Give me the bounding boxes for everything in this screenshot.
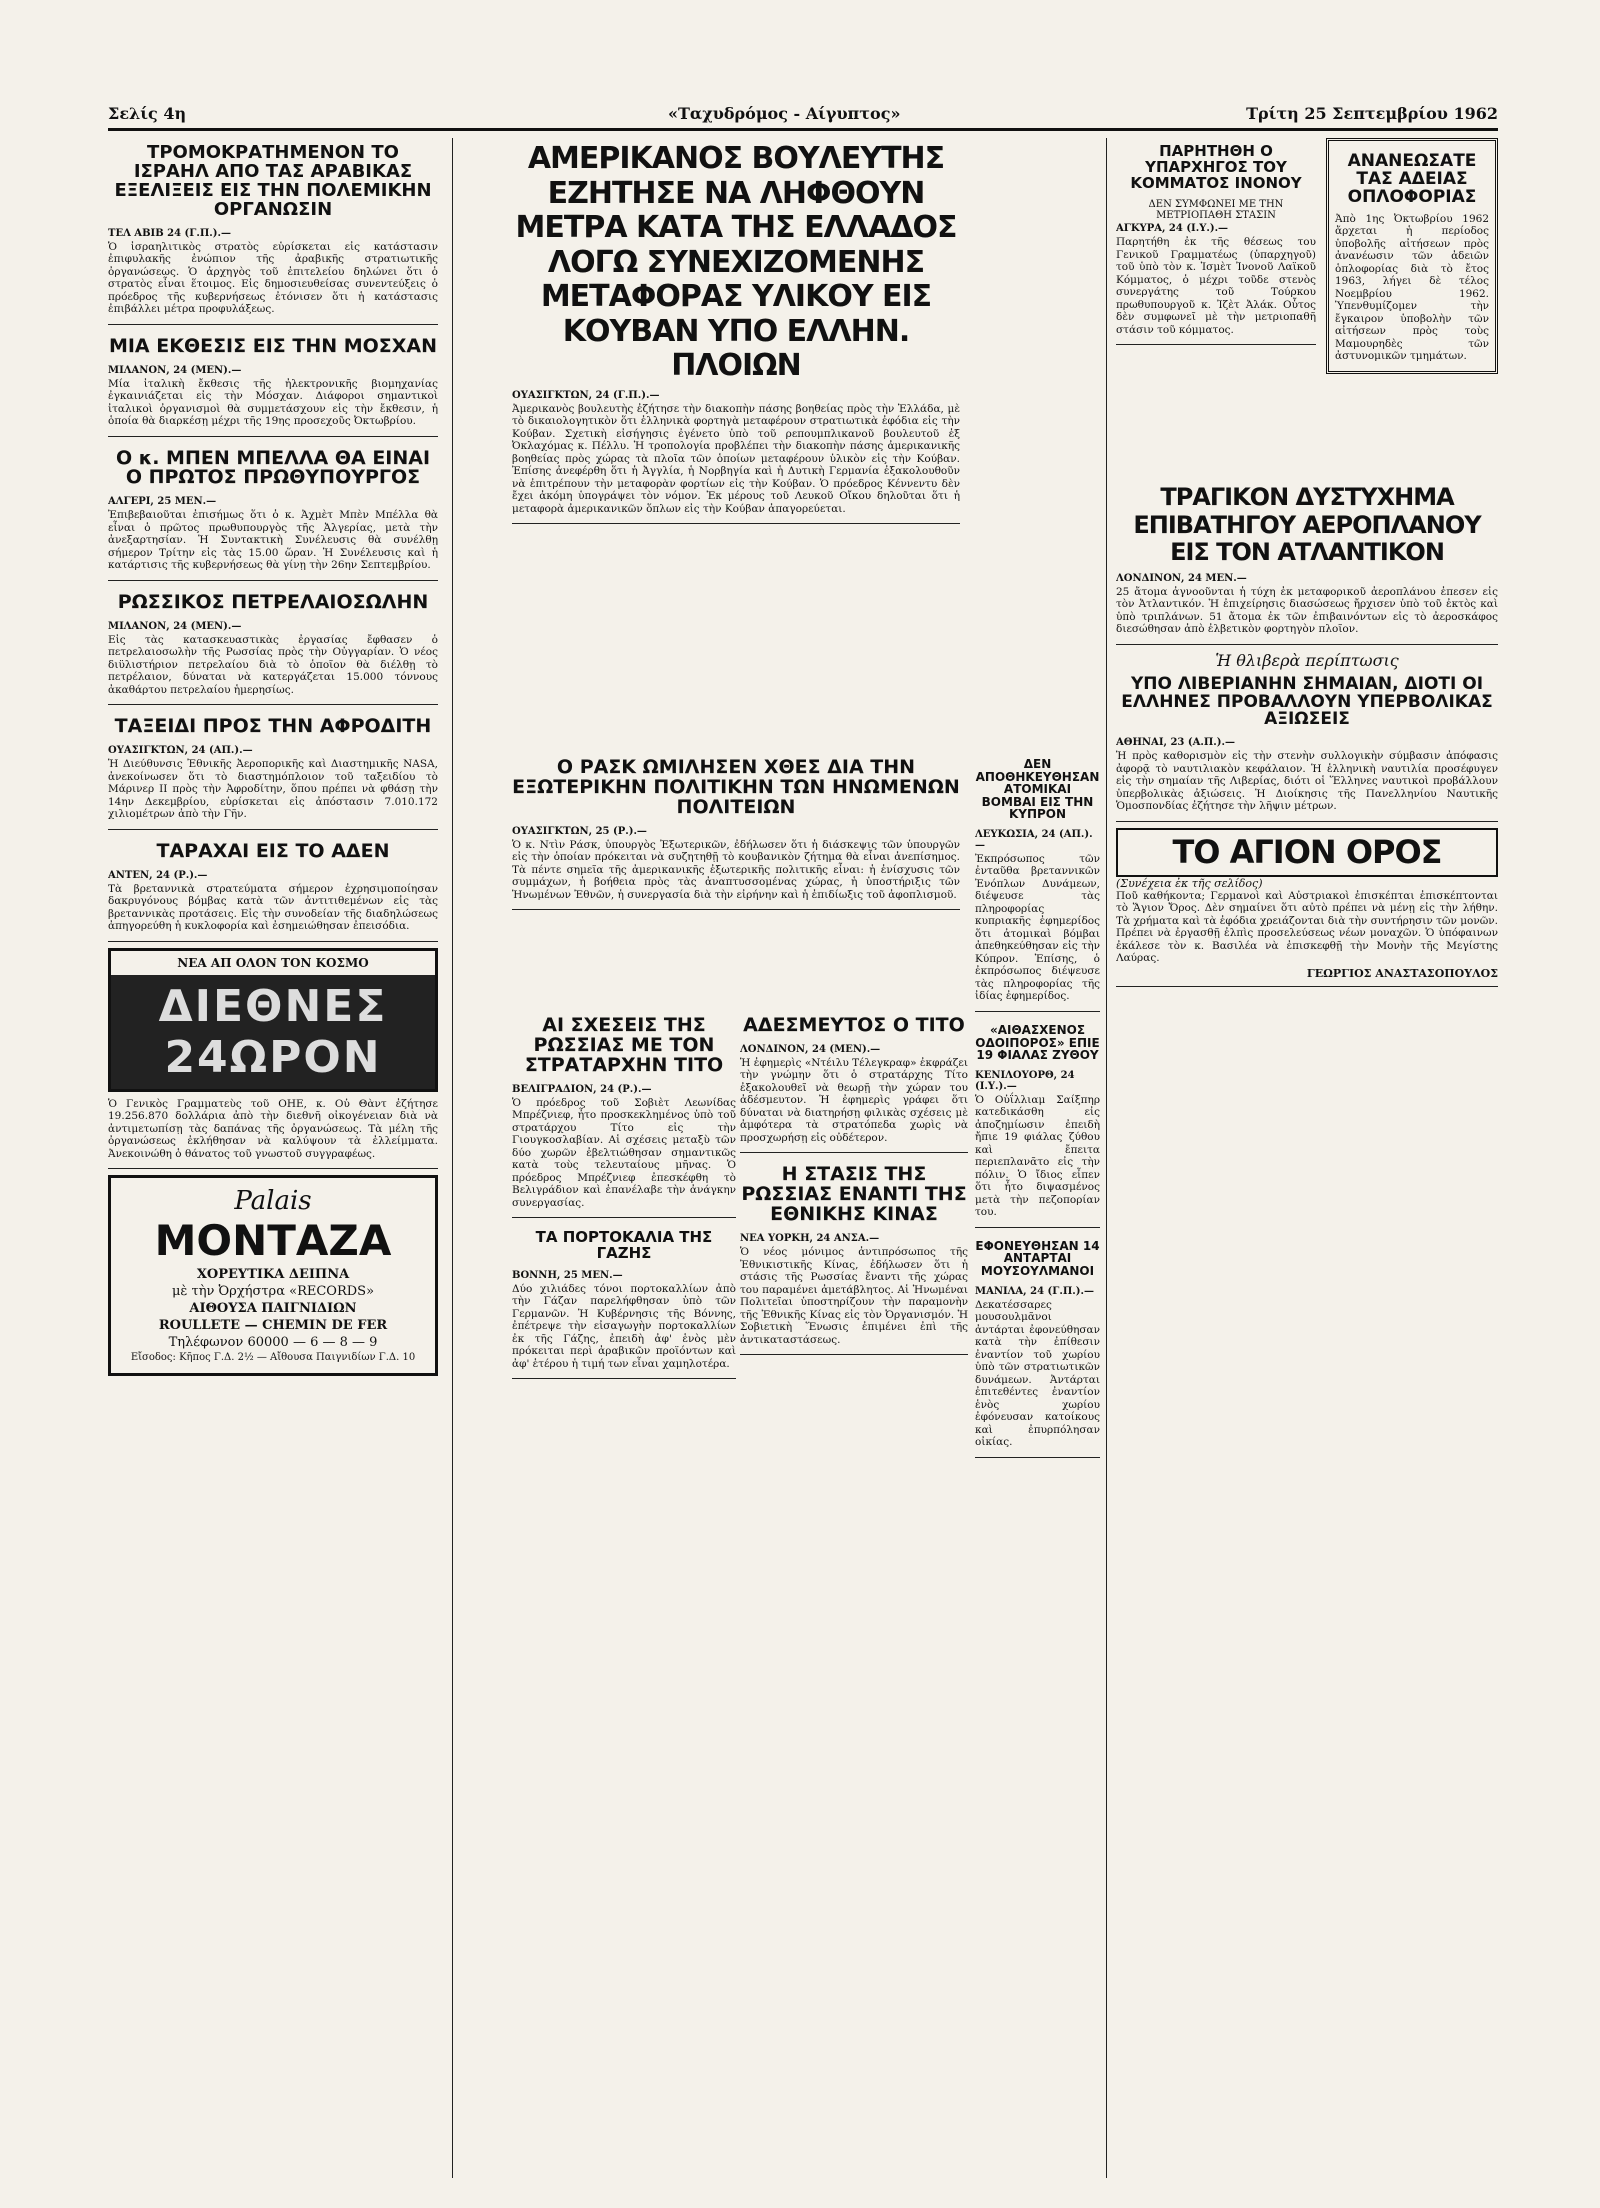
column-right-narrow [975, 752, 1100, 1464]
ad-line: ΧΟΡΕΥΤΙΚΑ ΔΕΙΠΝΑ [196, 1267, 350, 1283]
article-body: Δύο χιλιάδες τόνοι πορτοκαλλίων ἀπὸ τὴν Γάζαν παρελήφθησαν ὑπὸ τῶν Γερμανῶν. Ἡ Κυβέρνησις τῆς Βόννης, ἐπέτρεψε τὴν εἰσαγωγὴν πορτοκαλλίων ἐκ τῆς Γάζης, ἐπειδὴ ἀφ' ἑνὸς μὲν πρόκειται περὶ ἀραβικῶν προϊόντων καὶ ἀφ' ἑτέρου ἡ τιμή των εἶναι χαμηλοτέρα. [512, 1282, 736, 1370]
dateline: ΑΘΗΝΑΙ, 23 (Α.Π.).— [1116, 737, 1235, 749]
article-manila [975, 1234, 1100, 1458]
ad-line: ROULLETE — CHEMIN DE FER [158, 1318, 388, 1334]
headline: ΤΡΑΓΙΚΟΝ ΔΥΣΤΥΧΗΜΑ ΕΠΙΒΑΤΗΓΟΥ ΑΕΡΟΠΛΑΝΟΥ ΕΙΣ ΤΟΝ ΑΤΛΑΝΤΙΚΟΝ [1133, 483, 1481, 567]
headline: ΤΑΞΕΙΔΙ ΠΡΟΣ ΤΗΝ ΑΦΡΟΔΙΤΗ [114, 715, 432, 738]
article-us-congressman [512, 138, 960, 524]
headline: ΡΩΣΣΙΚΟΣ ΠΕΤΡΕΛΑΙΟΣΩΛΗΝ [117, 590, 429, 613]
column-center-a [512, 1010, 736, 1385]
article-rusk [512, 752, 960, 910]
ad-phone: Τηλέφωνον 60000 — 6 — 8 — 9 [168, 1335, 378, 1351]
headline: ΜΙΑ ΕΚΘΕΣΙΣ ΕΙΣ ΤΗΝ ΜΟΣΧΑΝ [108, 334, 438, 357]
signature: ΓΕΩΡΓΙΟΣ ΑΝΑΣΤΑΣΟΠΟΥΛΟΣ [1306, 966, 1498, 980]
ad-script-word: Palais [234, 1186, 312, 1217]
article-body: Ἐκπρόσωπος τῶν ἐνταῦθα βρεταννικῶν Ἐνόπλων Δυνάμεων, διέψευσε τὰς πληροφορίας κυπριακῆς ἐφημερίδος ὅτι ἀτομικαὶ βόμβαι ἀπεθηκεύθησαν εἰς τὴν Κύπρον. Ἐπίσης, ὁ ἐκπρόσωπος διέψευσε τὰς πληροφορίας τῆς ἰδίας ἐφημερίδος. [975, 852, 1100, 1003]
column-center-b [740, 1010, 968, 1361]
article-body: Ὁ ἰσραηλιτικὸς στρατὸς εὑρίσκεται εἰς κατάστασιν ἐπιφυλακῆς ἐνώπιον τῆς ἀραβικῆς στρατιωτικῆς ὀργανώσεως. Ὁ ἀρχηγὸς τοῦ ἐπιτελείου δηλώνει ὅτι ὁ στρατὸς εἶναι ἕτοιμος. Εἰς δημοσιευθείσας συνεντεύξεις ὁ πρόεδρος τῆς κυβερνήσεως ἐτόνισεν ὅτι ἡ κατάστασις ἐπιβάλλει μέτρα προφυλάξεως. [108, 240, 438, 316]
article-russia-china [740, 1159, 968, 1355]
column-right-a [1116, 138, 1316, 351]
article-russia-tito [512, 1010, 736, 1218]
ad-line: ΑΙΘΟΥΣΑ ΠΑΙΓΝΙΔΙΩΝ [189, 1301, 357, 1317]
article-body: Ἡ Διεύθυνσις Ἐθνικῆς Ἀεροπορικῆς καὶ Διαστημικῆς NASA, ἀνεκοίνωσεν ὅτι τὸ διαστημόπλοιον τοῦ ταξειδίου τὸ Μάρινερ II πρὸς τὴν Ἀφροδίτην, ὅπου πρέπει νὰ φθάσῃ τὴν 14ην Δεκεμβρίου, εὑρίσκεται εἰς ἀπόστασιν 7.010.172 χιλιομέτρων ἀπὸ τὴν Γῆν. [108, 758, 438, 821]
dateline: ΛΟΝΔΙΝΟΝ, 24 ΜΕΝ.— [1116, 572, 1247, 584]
dateline: ΜΙΛΑΝΟΝ, 24 (ΜΕΝ).— [108, 364, 242, 376]
headline: Ο κ. ΜΠΕΝ ΜΠΕΛΛΑ ΘΑ ΕΙΝΑΙ Ο ΠΡΩΤΟΣ ΠΡΩΘΥΠΟΥΡΓΟΣ [115, 446, 431, 489]
article-aden [108, 836, 438, 942]
subheadline: ΔΕΝ ΣΥΜΦΩΝΕΙ ΜΕ ΤΗΝ ΜΕΤΡΙΟΠΑΘΗ ΣΤΑΣΙΝ [1148, 199, 1284, 222]
headline: ΥΠΟ ΛΙΒΕΡΙΑΝΗΝ ΣΗΜΑΙΑΝ, ΔΙΟΤΙ ΟΙ ΕΛΛΗΝΕΣ ΠΡΟΒΑΛΛΟΥΝ ΥΠΕΡΒΟΛΙΚΑΣ ΑΞΙΩΣΕΙΣ [1121, 673, 1493, 730]
article-body: Ποῦ καθήκοντα; Γερμανοὶ καὶ Αὐστριακοὶ ἐπισκέπται ἐπισκέπτονται τὸ Ἅγιον Ὄρος. Δὲν σημαίνει ὅτι αὐτὸ πρέπει νὰ μένῃ εἰς τὴν λήθην. Τὰ χρήματα καὶ τὰ ἐφόδια χρειάζονται διὰ τὴν συντήρησιν τῶν μονῶν. Πρέπει νὰ ἐργασθῇ ἐλπὶς προσελεύσεως νέων μοναχῶν. Ὁ ὑπόφαινων ἐκάλεσε τὸν κ. Βασιλέα νὰ ἐπισκεφθῇ τὴν Μονὴν τῆς Μεγίστης Λαύρας. [1116, 889, 1498, 965]
ad-line: Εἴσοδος: Κῆπος Γ.Δ. 2½ — Αἴθουσα Παιγνιδίων Γ.Δ. 10 [130, 1352, 416, 1364]
dateline: ΑΛΓΕΡΙ, 25 ΜΕΝ.— [108, 496, 217, 508]
article-body: Παρητήθη ἐκ τῆς θέσεως του Γενικοῦ Γραμματέως (ὑπαρχηγοῦ) τοῦ ὑπὸ τὸν κ. Ἰσμὲτ Ἰνονοῦ Λαϊκοῦ Κόμματος, ὁ μέχρι τοῦδε στενὸς συνεργάτης τοῦ Τούρκου πρωθυπουργοῦ κ. Ἰζὲτ Ἀλάκ. Οὗτος δὲν συμφωνεῖ μὲ τὴν μετριοπαθῆ στάσιν τοῦ κόμματος. [1116, 236, 1316, 336]
column-center [512, 138, 960, 738]
column-right-wide [1116, 480, 1498, 993]
article-body: Ὁ πρόεδρος τοῦ Σοβιὲτ Λεωνίδας Μπρέζνιεφ, ἦτο προσκεκλημένος ὑπὸ τοῦ στρατάρχου Τίτο εἰς τὴν Γιουγκοσλαβίαν. Αἱ σχέσεις μεταξὺ τῶν δύο χωρῶν ἐβελτιώθησαν σημαντικῶς κατὰ τοὺς τελευταίους μῆνας. Ὁ πρόεδρος Μπρέζνιεφ ἐπεσκέφθη τὸ Βελιγράδιον καὶ ἐπανέλαβε τὴν ἀνάγκην συνεργασίας. [512, 1096, 736, 1209]
kicker: (Συνέχεια ἐκ τῆς σελίδος) [1116, 876, 1263, 890]
dateline: ΟΥΑΣΙΓΚΤΩΝ, 24 (ΑΠ.).— [108, 745, 253, 757]
article-venus [108, 711, 438, 829]
article-body: Ὁ κ. Ντὶν Ράσκ, ὑπουργὸς Ἐξωτερικῶν, ἐδήλωσεν ὅτι ἡ διάσκεψις τῶν ὑπουργῶν εἰς τὴν ὁποίαν πρόκειται νὰ συζητηθῇ τὸ κουβανικὸν ζήτημα θὰ εἶναι ἀνεπίσημος. Τὰ πέντε σημεῖα τῆς ἀμερικανικῆς ἐξωτερικῆς πολιτικῆς εἶναι: ἡ ἐνίσχυσις τῶν συμμάχων, ἡ βοήθεια πρὸς τὰς ἀναπτυσσομένας χώρας, ἡ ὑποστήριξις τῶν Ἡνωμένων Ἐθνῶν, ἡ συνεργασία διὰ τὴν εἰρήνην καὶ ἡ ἐπιδίωξις τοῦ ἀφοπλισμοῦ. [512, 838, 960, 901]
ad-kicker: ΝΕΑ ΑΠ ΟΛΟΝ ΤΟΝ ΚΟΣΜΟ [177, 955, 369, 970]
headline: ΔΕΝ ΑΠΟΘΗΚΕΥΘΗΣΑΝ ΑΤΟΜΙΚΑΙ ΒΟΜΒΑΙ ΕΙΣ ΤΗΝ ΚΥΠΡΟΝ [975, 757, 1100, 822]
dateline: ΜΑΝΙΛΑ, 24 (Γ.Π.).— [975, 1285, 1094, 1297]
article-israel [108, 138, 438, 325]
article-beer [975, 1018, 1100, 1228]
article-moscow-exhibit [108, 331, 438, 437]
article-body: 25 ἄτομα ἀγνοοῦνται ἡ τύχη ἐκ μεταφορικοῦ ἀεροπλάνου ἐπεσεν εἰς τὸν Ἀτλαντικόν. Ἡ ἐπιχείρησις διασώσεως ἤρχισεν ὑπὸ τοῦ ἐκτὸς καὶ ὑπὸ τριπλάνων. 51 ἄτομα ἐκ τῶν ἐπιβαινόντων εἰς τὸ ἀεροσκάφος διεσώθησαν ἀπὸ ἐλβετικὸν φορτηγὸν πλοῖον. [1116, 585, 1498, 636]
headline: ΑΝΑΝΕΩΣΑΤΕ ΤΑΣ ΑΔΕΙΑΣ ΟΠΛΟΦΟΡΙΑΣ [1347, 151, 1477, 207]
article-tito-nonaligned [740, 1010, 968, 1153]
article-body: Ἡ πρὸς καθορισμὸν εἰς τὴν στενὴν συλλογικὴν σύμβασιν ἀπόφασις ἀφορᾷ τὸ ναυτιλιακὸν κεφάλαιον. Ἡ ἑλληνικὴ ναυτιλία προσέφυγεν εἰς τὴν σημαίαν τῆς Λιβερίας, διότι οἱ Ἕλληνες ναυτικοὶ προβάλλουν ὑπερβολικὰς ἀξιώσεις. Ἡ Διοίκησις τῆς Πανελληνίου Ναυτικῆς Ὁμοσπονδίας ἐζήτησε τὴν λῆψιν μέτρων. [1116, 750, 1498, 813]
ad-brand: ΜΟΝΤΑΖΑ [154, 1216, 392, 1266]
article-body: Ὁ Οὐΐλλιαμ Σαίξπηρ κατεδικάσθη εἰς ἀποζημίωσιν ἐπειδὴ ἤπιε 19 φιάλας ζύθου καὶ ἔπειτα περιεπλανᾶτο εἰς τὴν πόλιν. Ὁ ἴδιος εἶπεν ὅτι ἦτο διψασμένος μετὰ τὴν πεζοπορίαν του. [975, 1093, 1100, 1219]
headline: Ο ΡΑΣΚ ΩΜΙΛΗΣΕΝ ΧΘΕΣ ΔΙΑ ΤΗΝ ΕΞΩΤΕΡΙΚΗΝ ΠΟΛΙΤΙΚΗΝ ΤΩΝ ΗΝΩΜΕΝΩΝ ΠΟΛΙΤΕΙΩΝ [512, 756, 960, 818]
headline: ΑΔΕΣΜΕΥΤΟΣ Ο ΤΙΤΟ [743, 1014, 965, 1036]
column-right-b [1326, 138, 1498, 374]
dateline: ΟΥΑΣΙΓΚΤΩΝ, 25 (Ρ.).— [512, 825, 647, 837]
issue-date: Τρίτη 25 Σεπτεμβρίου 1962 [1246, 104, 1498, 123]
headline: ΤΑΡΑΧΑΙ ΕΙΣ ΤΟ ΑΔΕΝ [156, 839, 390, 862]
column-rule [1106, 138, 1107, 2178]
newspaper-name: «Ταχυδρόμος - Αίγυπτος» [668, 104, 901, 123]
ad-title: ΔΙΕΘΝΕΣ 24ΩΡΟΝ [111, 975, 435, 1089]
headline: Η ΣΤΑΣΙΣ ΤΗΣ ΡΩΣΣΙΑΣ ΕΝΑΝΤΙ ΤΗΣ ΕΘΝΙΚΗΣ ΚΙΝΑΣ [741, 1163, 967, 1226]
column-left [108, 138, 438, 1382]
headline: ΤΡΟΜΟΚΡΑΤΗΜΕΝΟΝ ΤΟ ΙΣΡΑΗΛ ΑΠΟ ΤΑΣ ΑΡΑΒΙΚΑΣ ΕΞΕΛΙΞΕΙΣ ΕΙΣ ΤΗΝ ΠΟΛΕΜΙΚΗΝ ΟΡΓΑΝΩΣΙΝ [114, 142, 432, 220]
article-plane-crash [1116, 480, 1498, 645]
dateline: ΒΟΝΝΗ, 25 ΜΕΝ.— [512, 1269, 623, 1281]
ad-international-24h [108, 948, 438, 1092]
dateline: ΛΕΥΚΩΣΙΑ, 24 (ΑΠ.).— [975, 828, 1093, 851]
headline: ΕΦΟΝΕΥΘΗΣΑΝ 14 ΑΝΤΑΡΤΑΙ ΜΟΥΣΟΥΛΜΑΝΟΙ [975, 1238, 1100, 1278]
headline: ΤΑ ΠΟΡΤΟΚΑΛΙΑ ΤΗΣ ΓΑΖΗΣ [535, 1228, 713, 1263]
dateline: ΚΕΝΙΛΟΥΟΡΘ, 24 (Ι.Υ.).— [975, 1069, 1075, 1092]
article-body: Εἰς τὰς κατασκευαστικὰς ἐργασίας ἔφθασεν ὁ πετρελαιοσωλὴν τῆς Ρωσσίας πρὸς τὴν Οὐγγαρίαν. Ὁ νέος διϋλιστήριον πετρελαίου διὰ τὸ ὁποῖον θὰ διέλθῃ τὸ πετρέλαιον, δύναται νὰ κατεργάζεται 15.000 τόννους ἀκαθάρτου πετρελαίου ἡμερησίως. [108, 633, 438, 696]
headline: «ΑΙΘΑΣΧΕΝΟΣ ΟΔΟΙΠΟΡΟΣ» ΕΠΙΕ 19 ΦΙΑΛΑΣ ΖΥΘΟΥ [975, 1022, 1100, 1063]
article-body: Μία ἰταλικὴ ἔκθεσις τῆς ἠλεκτρονικῆς βιομηχανίας ἐγκαινιάζεται εἰς τὴν Μόσχαν. Διάφοροι σημαντικοὶ ἰταλικοὶ ὀργανισμοὶ θὰ συμμετάσχουν εἰς τὴν ἔκθεσιν, ἡ ὁποία θὰ διαρκέσῃ μέχρι τῆς 19ης προσεχοῦς Ὀκτωβρίου. [108, 377, 438, 427]
dateline: ΜΙΛΑΝΟΝ, 24 (ΜΕΝ).— [108, 620, 242, 632]
dateline: ΑΝΤΕΝ, 24 (Ρ.).— [108, 869, 208, 881]
article-body: Ὁ νέος μόνιμος ἀντιπρόσωπος τῆς Ἐθνικιστικῆς Κίνας, ἐδήλωσεν ὅτι ἡ στάσις τῆς Ρωσσίας ἔναντι τῆς χώρας του παραμένει ἀμετάβλητος. Αἱ Ἡνωμέναι Πολιτεῖαι ὑποστηρίζουν τὴν παραμονὴν τῆς Ἐθνικῆς Κίνας εἰς τὸν Ὀργανισμόν. Ἡ Σοβιετικὴ Ἕνωσις ἐπιμένει ἐπὶ τῆς ἀντικαταστάσεως. [740, 1246, 968, 1346]
article-body: Ὁ Γενικὸς Γραμματεὺς τοῦ ΟΗΕ, κ. Οὐ Θὰντ ἐζήτησε 19.256.870 δολλάρια ἀπὸ τὴν διεθνῆ οἰκογένειαν διὰ νὰ ἀντιμετωπίσῃ τὰς δαπάνας τῆς ὀργανώσεως. Τὰ μέλη τῆς ὀργανώσεως ἐκλήθησαν νὰ καλύψουν τὰ ἐλλείμματα. Ἀνεκοινώθη ὁ θάνατος τοῦ γνωστοῦ συγγραφέως. [108, 1097, 438, 1160]
article-body: Ἡ ἐφημερὶς «Ντέιλυ Τέλεγκραφ» ἐκφράζει τὴν γνώμην ὅτι ὁ στρατάρχης Τίτο ἐξακολουθεῖ νὰ θεωρῇ τὴν χώραν του ἀδέσμευτον. Ἡ ἐφημερὶς γράφει ὅτι δύναται νὰ διατηρήσῃ φιλικὰς σχέσεις μὲ ἀμφότερα τὰ στρατόπεδα χωρὶς νὰ προσχωρήσῃ εἰς οὐδέτερον. [740, 1056, 968, 1144]
headline: ΤΟ ΑΓΙΟΝ ΟΡΟΣ [1116, 828, 1498, 877]
ad-line: μὲ τὴν Ὀρχήστρα «RECORDS» [171, 1284, 375, 1300]
article-body: Ἐπιβεβαιοῦται ἐπισήμως ὅτι ὁ κ. Ἀχμὲτ Μπὲν Μπέλλα θὰ εἶναι ὁ πρῶτος πρωθυπουργὸς τῆς Ἀλγερίας, μετὰ τὴν ἀνεξαρτησίαν. Ἡ Συντακτικὴ Συνέλευσις θὰ συνέλθῃ σήμερον Τρίτην εἰς τὰς 15.00 ὥραν. Ἡ Συνέλευσις καὶ ἡ κατάρτισις τῆς κυβερνήσεως θὰ γίνῃ τὴν 26ην Σεπτεμβρίου. [108, 509, 438, 572]
article-gaza-oranges [512, 1224, 736, 1379]
column-center-lower [512, 752, 960, 916]
dateline: ΤΕΛ ΑΒΙΒ 24 (Γ.Π.).— [108, 227, 231, 239]
dateline: ΛΟΝΔΙΝΟΝ, 24 (ΜΕΝ).— [740, 1043, 881, 1055]
notice-body: Ἀπὸ 1ης Ὀκτωβρίου 1962 ἄρχεται ἡ περίοδος ὑποβολῆς αἰτήσεων πρὸς ἀνανέωσιν τῶν ἀδειῶν ὁπλοφορίας διὰ τὸ ἔτος 1963, λήγει δὲ τέλος Νοεμβρίου 1962. Ὑπενθυμίζομεν τὴν ἔγκαιρον ὑποβολὴν τῶν αἰτήσεων πρὸς τοὺς Μαμουρηδὲς τῶν ἀστυνομικῶν τμημάτων. [1335, 212, 1489, 363]
column-rule [452, 138, 453, 2178]
page-header [108, 100, 1498, 131]
notice-gun-licenses [1326, 138, 1498, 374]
article-pipeline [108, 587, 438, 705]
article-body: Ἀμερικανὸς βουλευτὴς ἐζήτησε τὴν διακοπὴν πάσης βοηθείας πρὸς τὴν Ἑλλάδα, μὲ τὸ δικαιολογητικὸν ὅτι ἑλληνικὰ φορτηγὰ μεταφέρουν στρατιωτικὰ ἐφόδια εἰς τὴν Κούβαν. Σχετικὴ εἰσήγησις ἐγένετο ὑπὸ τοῦ ρεπουμπλικανοῦ βουλευτοῦ ἐξ Ὀκλαχόμας κ. Πέλλυ. Ἡ τροπολογία προβλέπει τὴν διακοπὴν πάσης ἀμερικανικῆς βοηθείας πρὸς χώρας τὰ πλοῖα τῶν ὁποίων μεταφέρουν ὑλικὸν εἰς τὴν Κούβαν. Ἐπίσης ἀνεφέρθη ὅτι ἡ Ἀγγλία, ἡ Νορβηγία καὶ ἡ Δυτικὴ Γερμανία ἐξακολουθοῦν νὰ ἐπιτρέπουν τὴν μεταφορὰν φορτίων εἰς τὴν Κούβαν. Ὁ πρόεδρος Κέννεντυ δὲν ἔχει ἀκόμη ὑπογράψει τὸν νόμον. Ἐκ μέρους τοῦ Λευκοῦ Οἴκου δηλοῦται ὅτι ἡ μεταφορὰ ἀμερικανικῶν ὅπλων εἰς τὴν Κούβαν ἀπαγορεύεται. [512, 402, 960, 515]
article-mount-athos [1116, 828, 1498, 987]
page-number: Σελίς 4η [108, 104, 187, 123]
dateline: ΝΕΑ ΥΟΡΚΗ, 24 ΑΝΣΑ.— [740, 1233, 880, 1245]
dateline: ΑΓΚΥΡΑ, 24 (Ι.Υ.).— [1116, 223, 1229, 235]
article-liberian-flag [1116, 651, 1498, 822]
ad-montaza [108, 1175, 438, 1376]
article-inonu [1116, 138, 1316, 345]
article-ben-bella [108, 443, 438, 581]
article-cyprus [975, 752, 1100, 1012]
headline: ΑΙ ΣΧΕΣΕΙΣ ΤΗΣ ΡΩΣΣΙΑΣ ΜΕ ΤΟΝ ΣΤΡΑΤΑΡΧΗΝ ΤΙΤΟ [524, 1014, 724, 1076]
dateline: ΟΥΑΣΙΓΚΤΩΝ, 24 (Γ.Π.).— [512, 389, 660, 401]
article-un-budget [108, 1098, 438, 1170]
headline: ΠΑΡΗΤΗΘΗ Ο ΥΠΑΡΧΗΓΟΣ ΤΟΥ ΚΟΜΜΑΤΟΣ ΙΝΟΝΟΥ [1130, 142, 1302, 192]
dateline: ΒΕΛΙΓΡΑΔΙΟΝ, 24 (Ρ.).— [512, 1083, 652, 1095]
lead-headline: ΑΜΕΡΙΚΑΝΟΣ ΒΟΥΛΕΥΤΗΣ ΕΖΗΤΗΣΕ ΝΑ ΛΗΦΘΟΥΝ ΜΕΤΡΑ ΚΑΤΑ ΤΗΣ ΕΛΛΑΔΟΣ ΛΟΓΩ ΣΥΝΕΧΙΖΟΜΕΝΗΣ ΜΕΤΑΦΟΡΑΣ ΥΛΙΚΟΥ ΕΙΣ ΚΟΥΒΑΝ ΥΠΟ ΕΛΛΗΝ. ΠΛΟΙΩΝ [515, 141, 957, 383]
article-body: Τὰ βρεταννικὰ στρατεύματα σήμερον ἐχρησιμοποίησαν δακρυγόνους βόμβας κατὰ τῶν ἀντιτιθεμένων εἰς τὰς βρεταννικὰς προτάσεις. Εἰς τὴν συνοδείαν τῆς διαδηλώσεως ἀπηγορεύθη ἡ κυκλοφορία καὶ ἐσημειώθησαν ἐπεισόδια. [108, 882, 438, 933]
kicker: Ἡ θλιβερὰ περίπτωσις [1215, 650, 1399, 670]
article-body: Δεκατέσσαρες μουσουλμᾶνοι ἀντάρται ἐφονεύθησαν κατὰ τὴν ἐπίθεσιν ἐναντίον τοῦ χωρίου ὑπὸ τῶν στρατιωτικῶν δυνάμεων. Ἀντάρται ἐπιτεθέντες ἐναντίον ἑνὸς χωρίου ἐφόνευσαν κατοίκους καὶ ἐπυρπόλησαν οἰκίας. [975, 1298, 1100, 1449]
